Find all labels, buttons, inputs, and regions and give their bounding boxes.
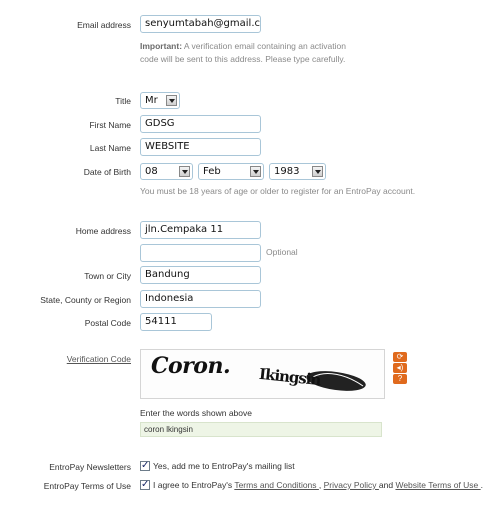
dob-day-select[interactable]: [140, 163, 193, 180]
email-note-line2: code will be sent to this address. Please type carefully.: [140, 54, 346, 64]
chevron-down-icon: [179, 166, 190, 177]
title-select[interactable]: [140, 92, 180, 109]
title-select-value: Mr: [145, 95, 158, 106]
captcha-instruction: Enter the words shown above: [140, 408, 252, 418]
chevron-down-icon: [250, 166, 261, 177]
chevron-down-icon: [312, 166, 323, 177]
refresh-captcha-button[interactable]: [393, 352, 407, 362]
state-label: State, County or Region: [40, 295, 131, 305]
chevron-down-icon: [166, 95, 177, 106]
privacy-policy-link[interactable]: Privacy Policy: [323, 480, 379, 490]
home-address-line1-input[interactable]: jln.Cempaka 11: [140, 221, 261, 239]
dob-year-value: 1983: [274, 166, 300, 177]
home-address-line2-input[interactable]: [140, 244, 261, 262]
newsletters-label: EntroPay Newsletters: [49, 462, 131, 472]
terms-sep2: and: [378, 480, 396, 490]
email-note-line1: A verification email containing an activation: [182, 41, 346, 51]
dob-month-value: Feb: [203, 166, 221, 177]
postal-label: Postal Code: [84, 318, 131, 328]
captcha-word-1: Coron.: [151, 353, 231, 379]
help-captcha-button[interactable]: [393, 374, 407, 384]
terms-and-conditions-link[interactable]: Terms and Conditions: [234, 480, 319, 490]
dob-note: You must be 18 years of age or older to register for an EntroPay account.: [140, 186, 416, 196]
newsletters-text: Yes, add me to EntroPay's mailing list: [153, 461, 295, 471]
terms-prefix: I agree to EntroPay's: [153, 480, 235, 490]
captcha-image: [140, 349, 385, 399]
first-name-input[interactable]: GDSG: [140, 115, 261, 133]
email-label: Email address: [77, 20, 131, 30]
terms-sep1: ,: [318, 480, 324, 490]
captcha-word-2: Ikingsin: [258, 364, 322, 390]
terms-text: [153, 480, 483, 490]
email-note: [140, 40, 346, 66]
state-input[interactable]: Indonesia: [140, 290, 261, 308]
website-terms-link[interactable]: Website Terms of Use: [395, 480, 481, 490]
home-address-optional: Optional: [266, 247, 298, 257]
email-input[interactable]: senyumtabah@gmail.c: [140, 15, 261, 33]
dob-day-value: 08: [145, 166, 158, 177]
terms-checkbox[interactable]: [140, 480, 150, 490]
dob-label: Date of Birth: [83, 167, 131, 177]
town-input[interactable]: Bandung: [140, 266, 261, 284]
help-icon: ?: [397, 374, 403, 383]
last-name-label: Last Name: [89, 143, 131, 153]
audio-icon: ◂): [396, 363, 404, 372]
town-label: Town or City: [84, 271, 131, 281]
newsletters-checkbox[interactable]: [140, 461, 150, 471]
title-label: Title: [115, 96, 131, 106]
refresh-icon: ⟳: [396, 352, 404, 361]
last-name-input[interactable]: WEBSITE: [140, 138, 261, 156]
audio-captcha-button[interactable]: [393, 363, 407, 373]
terms-label: EntroPay Terms of Use: [43, 481, 131, 491]
postal-input[interactable]: 54111: [140, 313, 212, 331]
verification-code-link[interactable]: Verification Code: [66, 354, 131, 364]
terms-suffix: .: [480, 480, 484, 490]
first-name-label: First Name: [89, 120, 131, 130]
email-note-important: Important:: [140, 41, 183, 51]
dob-year-select[interactable]: [269, 163, 326, 180]
dob-month-select[interactable]: [198, 163, 264, 180]
home-address-label: Home address: [75, 226, 131, 236]
captcha-answer-input[interactable]: coron lkingsin: [140, 422, 382, 437]
